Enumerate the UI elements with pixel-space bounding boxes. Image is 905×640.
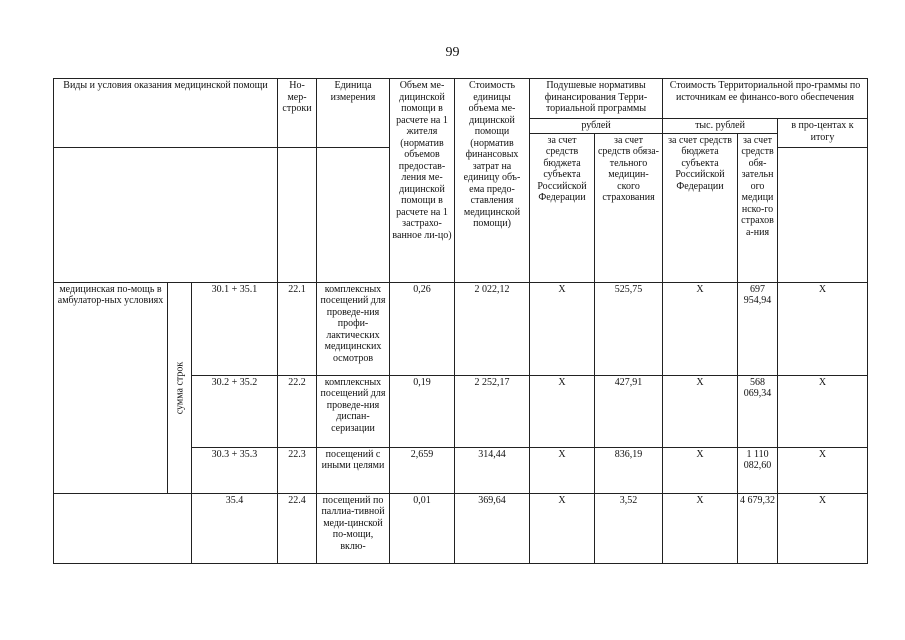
header-thousand-rubles: тыс. рублей [663,119,778,134]
header-pc-oms: за счет средств обяза-тельного медицин-ского страхования [595,133,663,282]
row-pc-budget: X [530,282,595,375]
row-tc-budget: X [663,493,738,563]
header-unit: Единица измерения [317,79,390,148]
row-tc-oms: 697 954,94 [738,282,778,375]
header-type: Виды и условия оказания медицинской помощи [54,79,278,148]
row-unit: комплексных посещений для проведе-ния профи-лактических медицинских осмотров [317,282,390,375]
row-pc-budget: X [530,375,595,447]
header-rubles: рублей [530,119,663,134]
sum-label-cell [168,282,192,493]
row-tc-oms: 1 110 082,60 [738,447,778,493]
row-empty-section [54,493,192,563]
header-tc-budget: за счет средств бюджета субъекта Российской Федерации [663,133,738,282]
row-percent: X [778,282,868,375]
row-tc-budget: X [663,282,738,375]
section-label: медицинская по-мощь в амбулатор-ных условиях [54,282,168,493]
row-line: 22.4 [278,493,317,563]
row-pc-budget: X [530,493,595,563]
header-line-number: Но-мер-строки [278,79,317,148]
row-line: 22.1 [278,282,317,375]
row-tc-budget: X [663,375,738,447]
row-volume: 0,01 [390,493,455,563]
row-formula: 30.1 + 35.1 [192,282,278,375]
row-volume: 0,26 [390,282,455,375]
sum-label: сумма строк [173,361,185,414]
row-unit: посещений по паллиа-тивной меди-цинской по-мощи, вклю- [317,493,390,563]
header-percent-continuation [778,147,868,282]
header-type-continuation [54,147,278,282]
header-percent: в про-центах к итогу [778,119,868,148]
financing-table [53,78,868,564]
row-formula: 30.3 + 35.3 [192,447,278,493]
row-unit: комплексных посещений для проведе-ния диспан-серизации [317,375,390,447]
header-tc-oms: за счет средств обя-зательного медицинско-го страхова-ния [738,133,778,282]
page-number: 99 [445,45,460,60]
header-line-continuation [278,147,317,282]
row-pc-budget: X [530,447,595,493]
row-tc-oms: 568 069,34 [738,375,778,447]
header-per-capita: Подушевые нормативы финансирования Терри-ториальной программы [530,79,663,119]
table-row [54,493,868,563]
row-formula: 30.2 + 35.2 [192,375,278,447]
row-percent: X [778,493,868,563]
row-cost: 314,44 [455,447,530,493]
row-pc-oms: 3,52 [595,493,663,563]
row-pc-oms: 525,75 [595,282,663,375]
row-volume: 0,19 [390,375,455,447]
row-cost: 2 252,17 [455,375,530,447]
header-volume: Объем ме-дицинской помощи в расчете на 1 жителя (норматив объемов предостав-ления ме-дицинской помощи в расчете на 1 застрахо-ванное ли-цо) [390,79,455,283]
row-formula: 35.4 [192,493,278,563]
row-cost: 2 022,12 [455,282,530,375]
table-row [54,282,868,375]
header-program-cost: Стоимость Территориальной про-граммы по источникам ее финансо-вого обеспечения [663,79,868,119]
row-percent: X [778,375,868,447]
header-cost: Стоимость единицы объема ме-дицинской помощи (норматив финансовых затрат на единицу объ-ема предо-ставления медицинской помощи) [455,79,530,283]
row-tc-oms: 4 679,32 [738,493,778,563]
row-percent: X [778,447,868,493]
row-pc-oms: 427,91 [595,375,663,447]
row-line: 22.2 [278,375,317,447]
row-tc-budget: X [663,447,738,493]
row-volume: 2,659 [390,447,455,493]
header-pc-budget: за счет средств бюджета субъекта Российской Федерации [530,133,595,282]
row-cost: 369,64 [455,493,530,563]
row-pc-oms: 836,19 [595,447,663,493]
header-unit-continuation [317,147,390,282]
row-line: 22.3 [278,447,317,493]
row-unit: посещений с иными целями [317,447,390,493]
